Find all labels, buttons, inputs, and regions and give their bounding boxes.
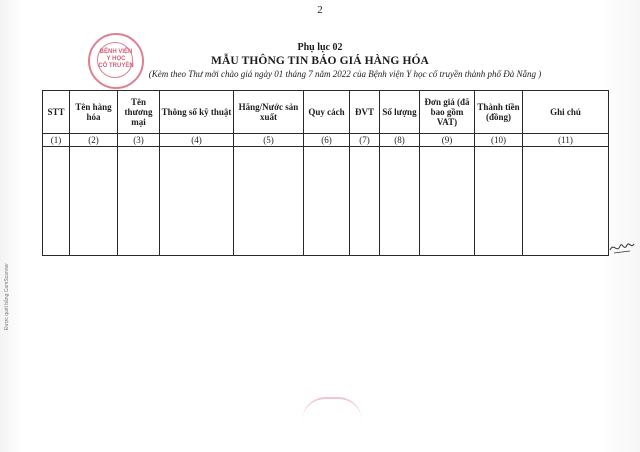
scanner-watermark: Được quét bằng CamScanner (4, 263, 10, 330)
col-number: (2) (70, 134, 118, 147)
col-number: (4) (160, 134, 234, 147)
col-header-unit-price: Đơn giá (đã bao gồm VAT) (420, 91, 475, 134)
blank-cell (43, 147, 70, 256)
blank-cell (160, 147, 234, 256)
col-number: (7) (350, 134, 380, 147)
form-subtitle: (Kèm theo Thư mời chào giá ngày 01 tháng 7 năm 2022 của Bệnh viện Y học cổ truyền thành phố Đà Nẵng ) (148, 69, 542, 79)
blank-entry-row (43, 147, 609, 256)
col-header-stt: STT (43, 91, 70, 134)
col-number: (6) (304, 134, 350, 147)
stamp-line-2: Y HỌC (106, 56, 126, 62)
number-row (43, 134, 609, 147)
col-header-packaging: Quy cách (304, 91, 350, 134)
col-number: (5) (234, 134, 304, 147)
col-number: (1) (43, 134, 70, 147)
blank-cell (304, 147, 350, 256)
col-number: (11) (523, 134, 609, 147)
quotation-table (42, 90, 609, 256)
col-number: (3) (118, 134, 160, 147)
col-header-manufacturer: Hãng/Nước sản xuất (234, 91, 304, 134)
appendix-label: Phụ lục 02 (297, 42, 343, 53)
form-title: MẪU THÔNG TIN BÁO GIÁ HÀNG HÓA (211, 55, 429, 67)
blank-cell (118, 147, 160, 256)
col-header-quantity: Số lượng (380, 91, 420, 134)
col-header-unit: ĐVT (350, 91, 380, 134)
blank-cell (523, 147, 609, 256)
header-row (43, 91, 609, 134)
blank-cell (420, 147, 475, 256)
blank-cell (234, 147, 304, 256)
blank-cell (380, 147, 420, 256)
col-number: (9) (420, 134, 475, 147)
col-header-total: Thành tiền (đồng) (475, 91, 523, 134)
page-number: 2 (317, 4, 323, 16)
col-header-trade-name: Tên thương mại (118, 91, 160, 134)
stamp-line-3: CỔ TRUYỀN (98, 63, 134, 69)
col-number: (10) (475, 134, 523, 147)
col-header-notes: Ghi chú (523, 91, 609, 134)
col-number: (8) (380, 134, 420, 147)
signature-mark (608, 232, 636, 258)
col-header-item-name: Tên hàng hóa (70, 91, 118, 134)
blank-cell (70, 147, 118, 256)
col-header-specs: Thông số kỹ thuật (160, 91, 234, 134)
blank-cell (475, 147, 523, 256)
stamp-line-1: BỆNH VIỆN (99, 49, 133, 55)
blank-cell (350, 147, 380, 256)
